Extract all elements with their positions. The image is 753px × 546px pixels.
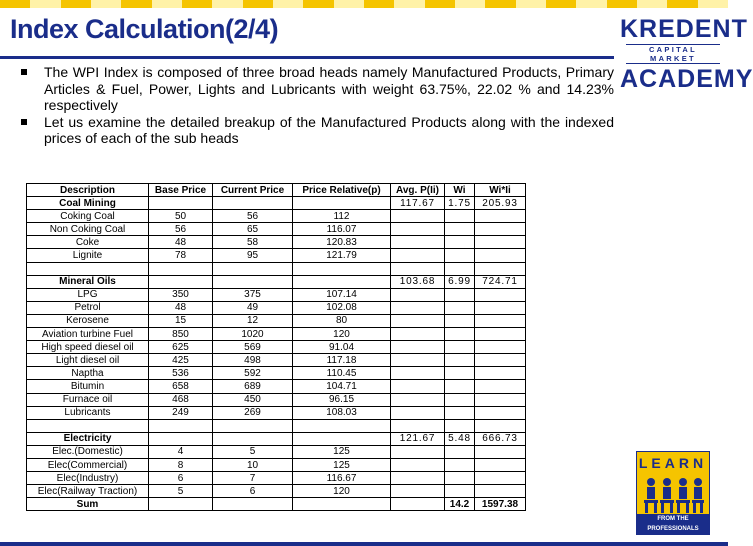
header-avg-p: Avg. P(Ii) xyxy=(391,184,445,197)
table-cell: 7 xyxy=(213,472,293,485)
table-cell xyxy=(475,301,526,314)
logo-line3: ACADEMY xyxy=(620,65,753,93)
index-table xyxy=(26,183,526,511)
table-cell xyxy=(445,393,475,406)
row-description-cell: Furnace oil xyxy=(27,393,149,406)
table-cell: 103.68 xyxy=(391,275,445,288)
table-row xyxy=(27,328,526,341)
table-cell xyxy=(445,458,475,471)
table-cell: 120 xyxy=(293,485,391,498)
table-cell xyxy=(475,223,526,236)
table-cell: 56 xyxy=(213,210,293,223)
top-stripe xyxy=(0,0,728,8)
table-cell: 5 xyxy=(149,485,213,498)
table-cell: 117.18 xyxy=(293,354,391,367)
table-cell: 450 xyxy=(213,393,293,406)
table-cell xyxy=(475,406,526,419)
row-description-cell: Naptha xyxy=(27,367,149,380)
table-cell: 658 xyxy=(149,380,213,393)
table-cell: 120 xyxy=(293,328,391,341)
table-cell xyxy=(391,262,445,275)
table-cell xyxy=(391,458,445,471)
table-row xyxy=(27,485,526,498)
table-cell xyxy=(149,419,213,432)
table-row xyxy=(27,354,526,367)
row-description-cell: Lignite xyxy=(27,249,149,262)
row-description-cell xyxy=(27,419,149,432)
row-description-cell: Elec(Industry) xyxy=(27,472,149,485)
table-cell: 12 xyxy=(213,314,293,327)
table-cell: 249 xyxy=(149,406,213,419)
table-cell: 1597.38 xyxy=(475,498,526,511)
table-cell xyxy=(445,236,475,249)
table-cell: 569 xyxy=(213,341,293,354)
table-row xyxy=(27,210,526,223)
logo-line1: KREDENT xyxy=(620,15,748,43)
table-cell xyxy=(445,223,475,236)
table-cell xyxy=(475,210,526,223)
table-cell xyxy=(445,485,475,498)
table-cell: 104.71 xyxy=(293,380,391,393)
table-cell xyxy=(445,406,475,419)
table-row xyxy=(27,314,526,327)
table-cell: 6.99 xyxy=(445,275,475,288)
table-cell xyxy=(213,419,293,432)
header-wi-ii: Wi*Ii xyxy=(475,184,526,197)
bullet-text: Let us examine the detailed breakup of the Manufactured Products along with the indexed prices of each of the sub heads xyxy=(44,113,614,146)
table-cell: 116.67 xyxy=(293,472,391,485)
table-cell xyxy=(475,380,526,393)
table-row xyxy=(27,223,526,236)
bullet-item xyxy=(18,114,614,147)
table-cell xyxy=(475,458,526,471)
row-description-cell xyxy=(27,262,149,275)
table-cell xyxy=(445,341,475,354)
table-cell xyxy=(391,210,445,223)
table-cell: 6 xyxy=(213,485,293,498)
kredent-logo xyxy=(620,15,753,93)
table-cell xyxy=(391,288,445,301)
table-row xyxy=(27,393,526,406)
table-cell xyxy=(213,432,293,445)
bullet-square-icon xyxy=(21,69,27,75)
row-description-cell: Non Coking Coal xyxy=(27,223,149,236)
table-cell xyxy=(445,380,475,393)
table-cell: 107.14 xyxy=(293,288,391,301)
slide-title: Index Calculation(2/4) xyxy=(10,14,279,44)
row-description-cell: Petrol xyxy=(27,301,149,314)
table-cell: 350 xyxy=(149,288,213,301)
table-row xyxy=(27,498,526,511)
table-cell xyxy=(475,354,526,367)
table-cell: 56 xyxy=(149,223,213,236)
table-cell: 91.04 xyxy=(293,341,391,354)
table-cell: 5 xyxy=(213,445,293,458)
table-cell: 108.03 xyxy=(293,406,391,419)
title-underline xyxy=(0,56,614,59)
table-cell xyxy=(475,367,526,380)
table-cell xyxy=(391,380,445,393)
table-cell xyxy=(445,301,475,314)
table-row xyxy=(27,458,526,471)
row-description-cell: Aviation turbine Fuel xyxy=(27,328,149,341)
table-cell xyxy=(445,367,475,380)
table-cell xyxy=(475,262,526,275)
table-cell xyxy=(445,354,475,367)
table-row xyxy=(27,432,526,445)
header-description: Description xyxy=(27,184,149,197)
table-header-row xyxy=(27,184,526,197)
row-description-cell: Bitumin xyxy=(27,380,149,393)
table-cell: 120.83 xyxy=(293,236,391,249)
row-description-cell: Coking Coal xyxy=(27,210,149,223)
table-cell xyxy=(213,262,293,275)
table-cell xyxy=(293,275,391,288)
table-cell xyxy=(445,210,475,223)
table-cell xyxy=(391,485,445,498)
table-cell: 8 xyxy=(149,458,213,471)
table-cell: 724.71 xyxy=(475,275,526,288)
table-cell xyxy=(445,419,475,432)
row-description-cell: LPG xyxy=(27,288,149,301)
table-row xyxy=(27,249,526,262)
table-cell: 425 xyxy=(149,354,213,367)
table-cell xyxy=(391,419,445,432)
table-cell: 117.67 xyxy=(391,197,445,210)
table-cell xyxy=(149,197,213,210)
table-cell: 121.67 xyxy=(391,432,445,445)
table-cell xyxy=(475,249,526,262)
table-cell: 49 xyxy=(213,301,293,314)
table-cell: 48 xyxy=(149,236,213,249)
table-cell xyxy=(445,472,475,485)
table-cell xyxy=(391,314,445,327)
table-cell: 10 xyxy=(213,458,293,471)
table-cell: 125 xyxy=(293,458,391,471)
table-cell xyxy=(445,314,475,327)
table-cell xyxy=(391,472,445,485)
table-cell xyxy=(475,288,526,301)
table-cell xyxy=(391,249,445,262)
row-description-cell: Coke xyxy=(27,236,149,249)
table-cell xyxy=(391,354,445,367)
table-row xyxy=(27,288,526,301)
row-description-cell: Coal Mining xyxy=(27,197,149,210)
table-cell xyxy=(149,432,213,445)
table-body xyxy=(27,197,526,511)
table-row xyxy=(27,472,526,485)
table-cell: 121.79 xyxy=(293,249,391,262)
table-cell xyxy=(213,275,293,288)
table-cell: 50 xyxy=(149,210,213,223)
row-description-cell: High speed diesel oil xyxy=(27,341,149,354)
table-cell xyxy=(293,419,391,432)
table-cell: 205.93 xyxy=(475,197,526,210)
table-cell: 125 xyxy=(293,445,391,458)
table-cell xyxy=(475,472,526,485)
table-cell: 536 xyxy=(149,367,213,380)
table-cell xyxy=(391,406,445,419)
bullet-item xyxy=(18,64,614,114)
table-cell: 48 xyxy=(149,301,213,314)
row-description-cell: Mineral Oils xyxy=(27,275,149,288)
table-cell xyxy=(475,341,526,354)
table-cell xyxy=(475,236,526,249)
table-cell: 468 xyxy=(149,393,213,406)
row-description-cell: Sum xyxy=(27,498,149,511)
table-cell: 1.75 xyxy=(445,197,475,210)
table-cell xyxy=(445,262,475,275)
table-cell: 15 xyxy=(149,314,213,327)
table-row xyxy=(27,406,526,419)
table-cell xyxy=(391,498,445,511)
learn-word: LEARN xyxy=(638,455,708,471)
table-cell xyxy=(391,341,445,354)
table-row xyxy=(27,380,526,393)
table-cell xyxy=(293,432,391,445)
table-row xyxy=(27,275,526,288)
row-description-cell: Light diesel oil xyxy=(27,354,149,367)
table-cell xyxy=(391,236,445,249)
table-row xyxy=(27,301,526,314)
row-description-cell: Elec(Railway Traction) xyxy=(27,485,149,498)
table-cell xyxy=(149,275,213,288)
table-cell xyxy=(391,393,445,406)
table-cell: 850 xyxy=(149,328,213,341)
learn-badge xyxy=(636,451,710,535)
table-cell: 58 xyxy=(213,236,293,249)
table-cell xyxy=(391,223,445,236)
table-cell: 14.2 xyxy=(445,498,475,511)
table-cell xyxy=(213,498,293,511)
table-row xyxy=(27,341,526,354)
table-cell xyxy=(293,498,391,511)
table-cell xyxy=(475,328,526,341)
table-cell: 95 xyxy=(213,249,293,262)
table-cell xyxy=(391,445,445,458)
table-row xyxy=(27,419,526,432)
bullet-list xyxy=(18,64,614,147)
table-cell: 65 xyxy=(213,223,293,236)
table-row xyxy=(27,236,526,249)
table-cell xyxy=(391,328,445,341)
table-cell: 375 xyxy=(213,288,293,301)
table-cell xyxy=(475,485,526,498)
table-cell xyxy=(391,301,445,314)
logo-line2: CAPITAL MARKET xyxy=(626,44,720,64)
table-cell: 1020 xyxy=(213,328,293,341)
table-row xyxy=(27,197,526,210)
table-cell xyxy=(445,328,475,341)
table-cell xyxy=(149,498,213,511)
people-icon xyxy=(641,474,705,518)
table-cell: 112 xyxy=(293,210,391,223)
table-cell: 5.48 xyxy=(445,432,475,445)
bottom-bar xyxy=(0,542,728,546)
header-current-price: Current Price xyxy=(213,184,293,197)
table-cell: 80 xyxy=(293,314,391,327)
table-cell: 498 xyxy=(213,354,293,367)
table-cell: 269 xyxy=(213,406,293,419)
table-cell xyxy=(475,419,526,432)
table-cell: 6 xyxy=(149,472,213,485)
table-cell xyxy=(445,445,475,458)
table-cell: 4 xyxy=(149,445,213,458)
table-cell: 116.07 xyxy=(293,223,391,236)
table-cell xyxy=(149,262,213,275)
table-cell xyxy=(445,288,475,301)
table-cell xyxy=(293,197,391,210)
header-wi: Wi xyxy=(445,184,475,197)
header-price-relative: Price Relative(p) xyxy=(293,184,391,197)
row-description-cell: Kerosene xyxy=(27,314,149,327)
bullet-square-icon xyxy=(21,119,27,125)
table-row xyxy=(27,445,526,458)
table-row xyxy=(27,367,526,380)
table-cell: 110.45 xyxy=(293,367,391,380)
table-cell xyxy=(213,197,293,210)
header-base-price: Base Price xyxy=(149,184,213,197)
table-cell: 102.08 xyxy=(293,301,391,314)
row-description-cell: Electricity xyxy=(27,432,149,445)
table-cell: 666.73 xyxy=(475,432,526,445)
table-cell xyxy=(293,262,391,275)
table-cell: 78 xyxy=(149,249,213,262)
table-row xyxy=(27,262,526,275)
learn-tagline: FROM THE PROFESSIONALS xyxy=(637,514,709,534)
table-cell: 625 xyxy=(149,341,213,354)
table-cell xyxy=(475,445,526,458)
bullet-text: The WPI Index is composed of three broad heads namely Manufactured Products, Primary Articles & Fuel, Power, Lights and Lubricants with weight 63.75%, 22.02 % and 14.23% respectively xyxy=(44,64,614,113)
table-cell: 689 xyxy=(213,380,293,393)
row-description-cell: Elec(Commercial) xyxy=(27,458,149,471)
table-cell xyxy=(391,367,445,380)
table-cell: 592 xyxy=(213,367,293,380)
row-description-cell: Lubricants xyxy=(27,406,149,419)
table-cell xyxy=(475,393,526,406)
table-cell: 96.15 xyxy=(293,393,391,406)
table-cell xyxy=(445,249,475,262)
row-description-cell: Elec.(Domestic) xyxy=(27,445,149,458)
table-cell xyxy=(475,314,526,327)
